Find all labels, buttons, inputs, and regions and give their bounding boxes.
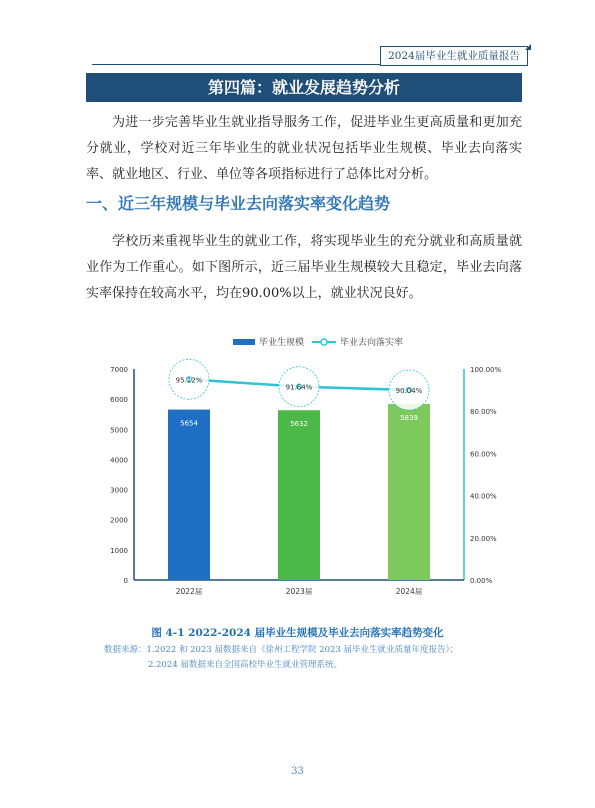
section-title: 第四篇：就业发展趋势分析 (86, 73, 522, 102)
header-tag-corner (525, 44, 531, 50)
legend-line-marker (321, 339, 327, 345)
plot-area (110, 359, 501, 596)
bar-value-label: 5839 (400, 413, 418, 422)
rate-value-label: 90.04% (395, 387, 423, 396)
y-right-tick-label: 40.00% (470, 492, 497, 501)
bar-value-label: 5632 (290, 420, 308, 429)
subsection-title: 一、近三年规模与毕业去向落实率变化趋势 (86, 194, 391, 213)
x-tick-label: 2024届 (395, 587, 423, 596)
rate-value-label: 95.12% (175, 376, 203, 385)
rate-value-label: 91.64% (285, 383, 313, 392)
x-tick-label: 2022届 (175, 587, 203, 596)
y-right-tick-label: 80.00% (470, 408, 497, 417)
source-line-1: 数据来源：1.2022 和 2023 届数据来自《徐州工程学院 2023 届毕业生就业质量年度报告》； (104, 645, 459, 655)
page-number: 33 (291, 766, 304, 777)
y-right-tick-label: 60.00% (470, 450, 497, 459)
y-left-tick-label: 0 (123, 577, 128, 585)
y-left-tick-label: 7000 (110, 366, 128, 374)
legend-line-label: 毕业去向落实率 (340, 338, 404, 348)
intro-paragraph: 为进一步完善毕业生就业指导服务工作，促进毕业生更高质量和更加充分就业，学校对近三年毕业生的就业状况包括毕业生规模、毕业去向落实率、就业地区、行业、单位等各项指标进行了总体比对分析。 (86, 115, 522, 182)
y-left-tick-label: 1000 (110, 546, 128, 555)
figure-caption: 图 4-1 2022-2024 届毕业生规模及毕业去向落实率趋势变化 (151, 627, 444, 639)
legend-bar-swatch (233, 339, 255, 345)
source-line-2: 2.2024 届数据来自全国高校毕业生就业管理系统。 (148, 660, 342, 670)
y-left-tick-label: 2000 (110, 516, 128, 525)
y-left-tick-label: 6000 (110, 396, 128, 405)
y-right-tick-label: 100.00% (470, 366, 502, 374)
x-tick-label: 2023届 (285, 587, 313, 596)
combo-chart (86, 326, 526, 604)
bar-2022届 (168, 410, 210, 580)
y-right-tick-label: 20.00% (470, 534, 497, 543)
bar-2024届 (388, 404, 430, 580)
data-source (104, 643, 458, 673)
body-paragraph: 学校历来重视毕业生的就业工作，将实现毕业生的充分就业和高质量就业作为工作重心。如下图所示，近三届毕业生规模较大且稳定，毕业去向落实率保持在较高水平，均在90.00%以上，就业状况良好。 (86, 234, 522, 301)
legend-bar-label: 毕业生规模 (259, 338, 305, 348)
report-header-tag: 2024届毕业生就业质量报告 (380, 46, 528, 66)
y-left-tick-label: 5000 (110, 426, 128, 435)
y-right-tick-label: 0.00% (470, 577, 493, 585)
y-left-tick-label: 3000 (110, 486, 128, 495)
y-left-tick-label: 4000 (110, 456, 128, 465)
bar-value-label: 5654 (180, 419, 198, 428)
bar-2023届 (278, 410, 320, 580)
